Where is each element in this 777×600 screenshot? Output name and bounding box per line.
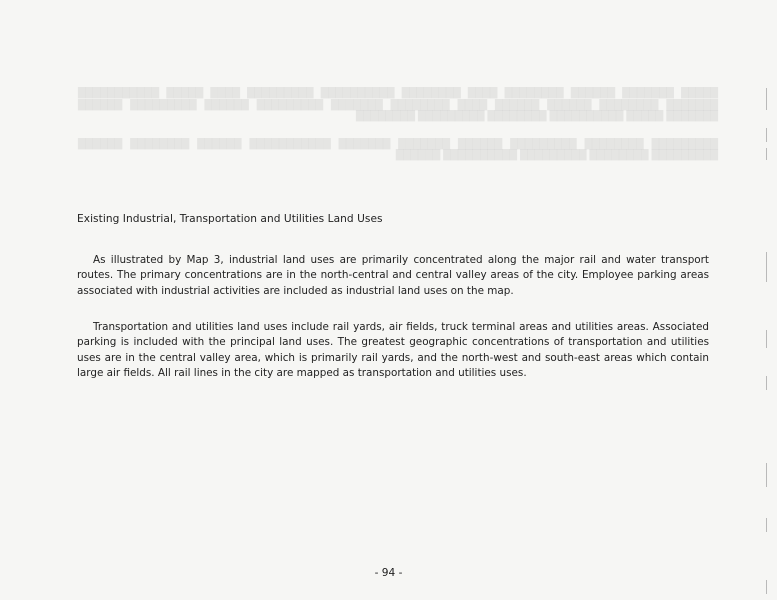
page-number: - 94 - — [374, 567, 403, 579]
binder-mark — [766, 580, 768, 594]
binder-mark — [766, 252, 768, 282]
binder-mark — [766, 463, 768, 487]
binder-mark — [766, 128, 768, 142]
binder-mark — [766, 376, 768, 390]
bleed-through-text: █████ ███████ ██████ ████████ ████ ████████ ██████████ █████████ ████ █████ ███████████ ███████ ████████ ██████ ██████ ████ ████████ ███████ █████████ ██████ █████████ ██████ ███████ █████ ██████████ ████████ █████████ ████████ █████████ ████████ █████████ ██████ ███████ ███████ ███████████ ██████ ████████ ██████ █████████ ████████ █████████ ██████████ ██████ — [78, 88, 718, 161]
paragraph-transportation: Transportation and utilities land uses include rail yards, air fields, truck terminal areas and utilities areas. Associated parking is included with the principal land uses. The greatest geographic concentrations of transportation and utilities uses are in the central valley area, which is primarily rail yards, and the north-west and south-east areas which contain large air fields. All rail lines in the city are mapped as transportation and utilities uses. — [77, 321, 709, 380]
section-heading: Existing Industrial, Transportation and Utilities Land Uses — [77, 213, 383, 225]
binder-mark — [766, 330, 768, 348]
paragraph-industrial: As illustrated by Map 3, industrial land uses are primarily concentrated along the major rail and water transport routes. The primary concentrations are in the north-central and central valley areas of the city. Employee parking areas associated with industrial activities are included as industrial land uses on the map. — [77, 254, 709, 297]
binder-mark — [766, 518, 768, 532]
binder-mark — [766, 88, 768, 110]
binder-mark — [766, 148, 768, 160]
